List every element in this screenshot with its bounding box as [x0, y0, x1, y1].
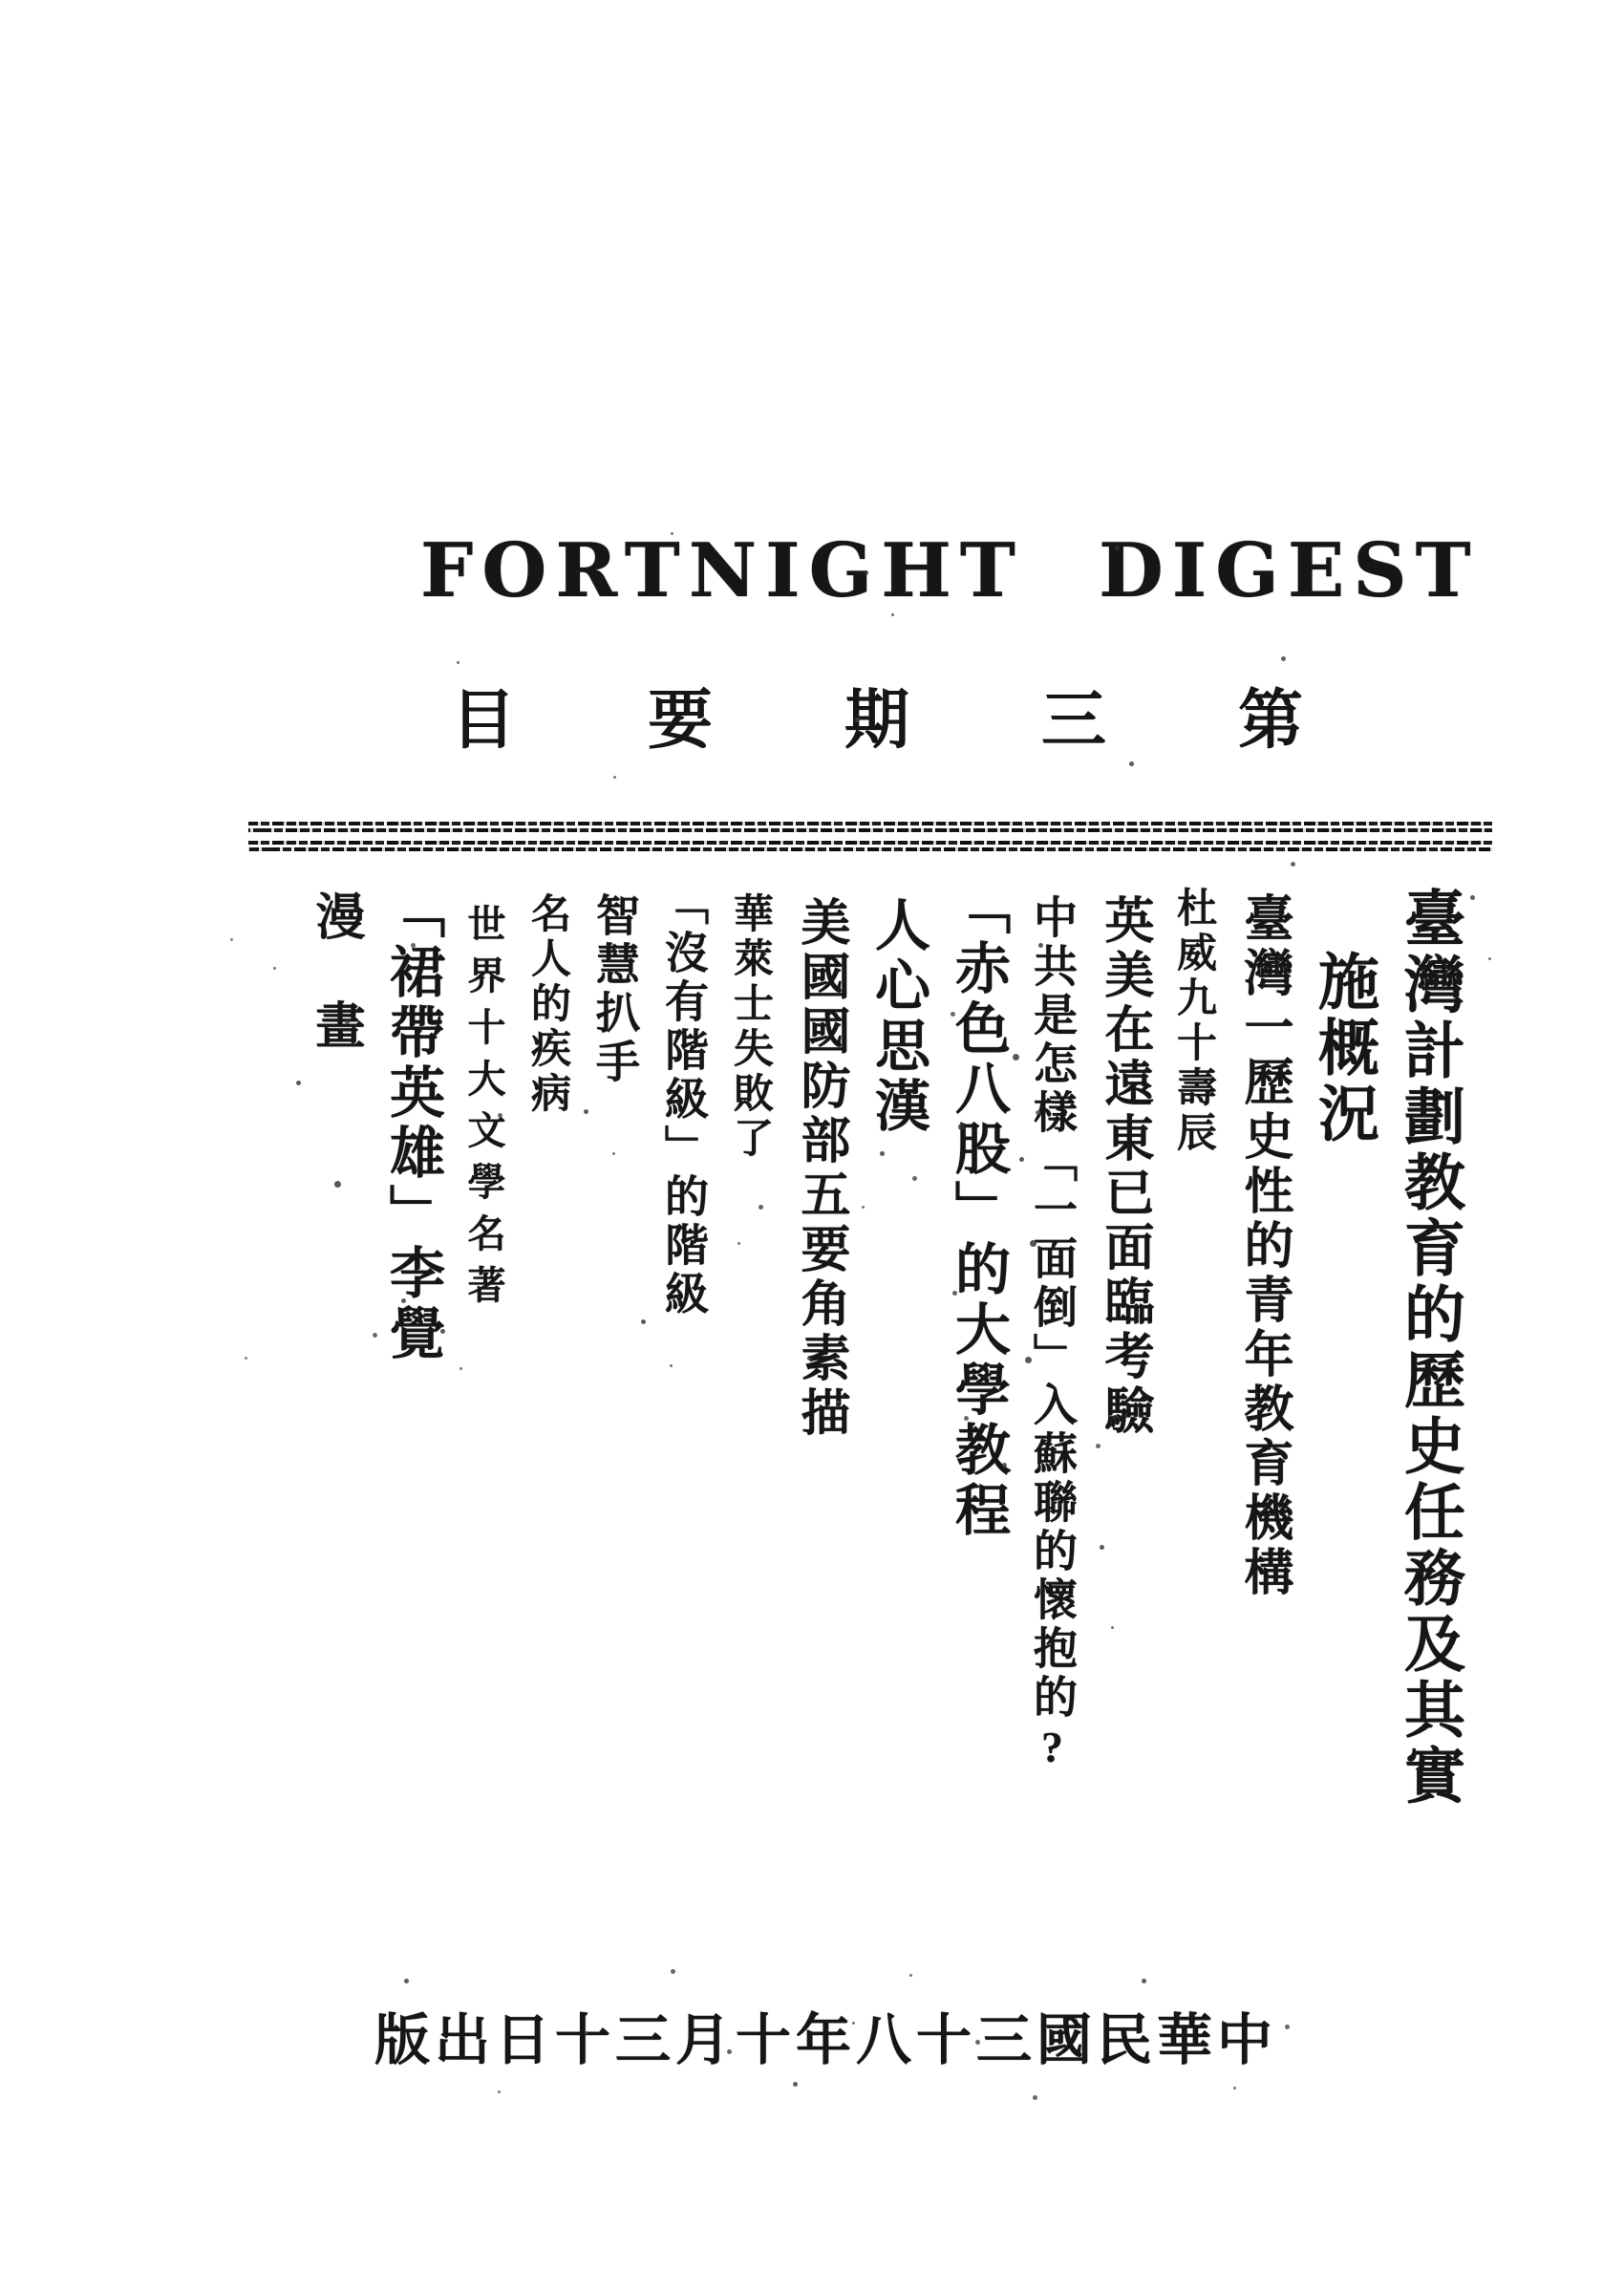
toc-list [308, 879, 1464, 1852]
toc-entry: 杜威九十壽辰 [1171, 887, 1215, 1156]
toc-entry: 華萊士失敗了 [728, 892, 772, 1162]
toc-entry: 世界十大文學名著 [462, 904, 505, 1317]
toc-entry: 臺灣計劃教育的歷史任務及其實 [1396, 887, 1464, 1810]
toc-entry: 智慧扒手 [590, 892, 639, 1087]
masthead-title: FORTNIGHT DIGEST [420, 527, 1480, 614]
divider-rule [248, 822, 1492, 854]
toc-entry: 「裙帶英雄」李覺 [381, 883, 443, 1364]
toc-entry: 人心思漢 [866, 896, 929, 1137]
imprint-text: 版出日十三月十年八十三國民華中 [374, 2009, 1278, 2071]
toc-entry: 美國國防部五要角素描 [793, 896, 847, 1441]
toc-entry: 英美在遠東已面臨考驗 [1097, 894, 1151, 1439]
divider-rule-line [248, 828, 1492, 832]
issue-heading: 目要期三第 [451, 684, 1436, 757]
scan-noise [0, 0, 3, 3]
toc-entry: 臺灣一歷史性的青年教育機構 [1236, 892, 1291, 1600]
toc-entry: 中共是怎樣「一面倒」入蘇聯的懷抱的? [1028, 894, 1077, 1776]
toc-entry: 名人的疾病 [525, 892, 569, 1117]
toc-entry: 「赤色八股」的大學教程 [947, 879, 1009, 1541]
toc-entry: 施概況 [1310, 950, 1378, 1147]
divider-rule-line [248, 822, 1492, 825]
toc-entry: 「沒有階級」的階級 [659, 881, 708, 1319]
divider-rule-line [248, 847, 1492, 851]
toc-entry: 漫 畫 [308, 890, 362, 1054]
divider-rule-line [248, 841, 1492, 845]
